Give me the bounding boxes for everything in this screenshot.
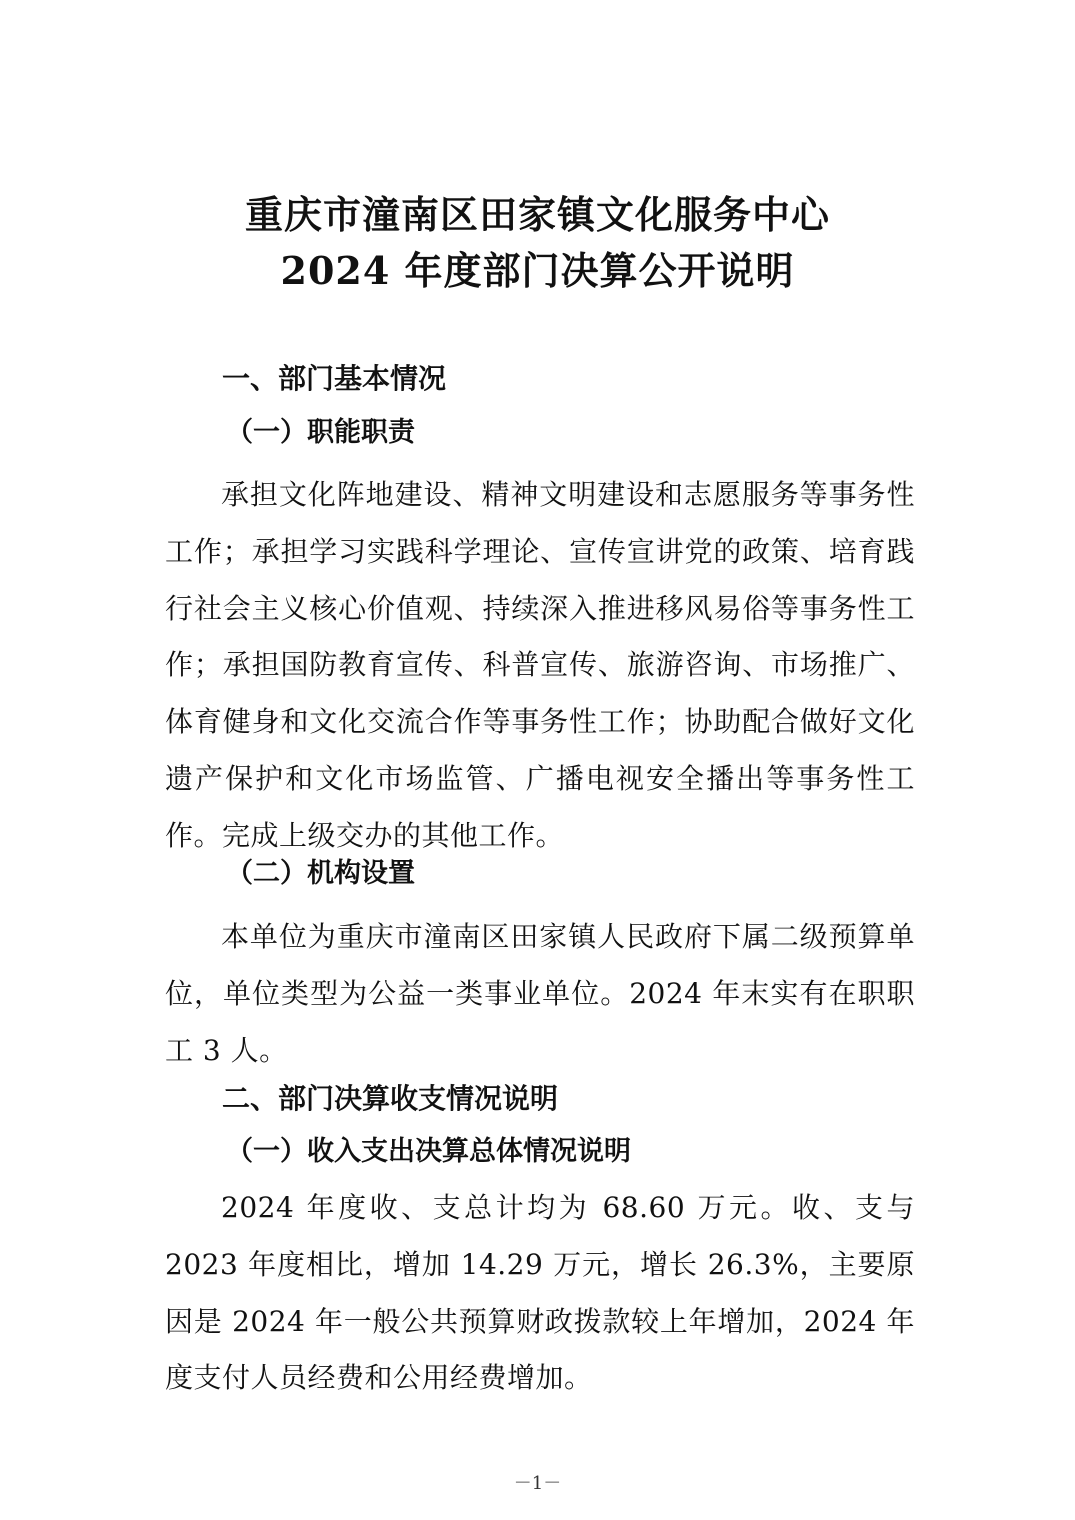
section-2-heading: 二、部门决算收支情况说明 bbox=[222, 1082, 559, 1115]
section-1-sub-1-heading: （一）职能职责 bbox=[226, 417, 415, 448]
section-1-sub-1-paragraph: 承担文化阵地建设、精神文明建设和志愿服务等事务性工作；承担学习实践科学理论、宣传宣讲党的政策、培育践行社会主义核心价值观、持续深入推进移风易俗等事务性工作；承担国防教育宣传、科普宣传、旅游咨询、市场推广、体育健身和文化交流合作等事务性工作；协助配合做好文化遗产保护和文化市场监管、广播电视安全播出等事务性工作。完成上级交办的其他工作。 bbox=[165, 478, 915, 852]
page-number: －1－ bbox=[513, 1473, 562, 1494]
section-2-sub-1-paragraph: 2024 年度收、支总计均为 68.60 万元。收、支与 2023 年度相比，增加 14.29 万元，增长 26.3%，主要原因是 2024 年一般公共预算财政拨款较上年增加，2024 年度支付人员经费和公用经费增加。 bbox=[165, 1191, 915, 1395]
section-1-sub-2-heading: （二）机构设置 bbox=[226, 858, 415, 889]
section-2-sub-1-heading: （一）收入支出决算总体情况说明 bbox=[226, 1136, 631, 1167]
document-title-line-2: 2024 年度部门决算公开说明 bbox=[280, 248, 795, 293]
document-title-line-1: 重庆市潼南区田家镇文化服务中心 bbox=[244, 192, 830, 237]
section-1-heading: 一、部门基本情况 bbox=[222, 362, 447, 395]
section-1-sub-2-paragraph: 本单位为重庆市潼南区田家镇人民政府下属二级预算单位，单位类型为公益一类事业单位。2024 年末实有在职职工 3 人。 bbox=[165, 920, 915, 1067]
